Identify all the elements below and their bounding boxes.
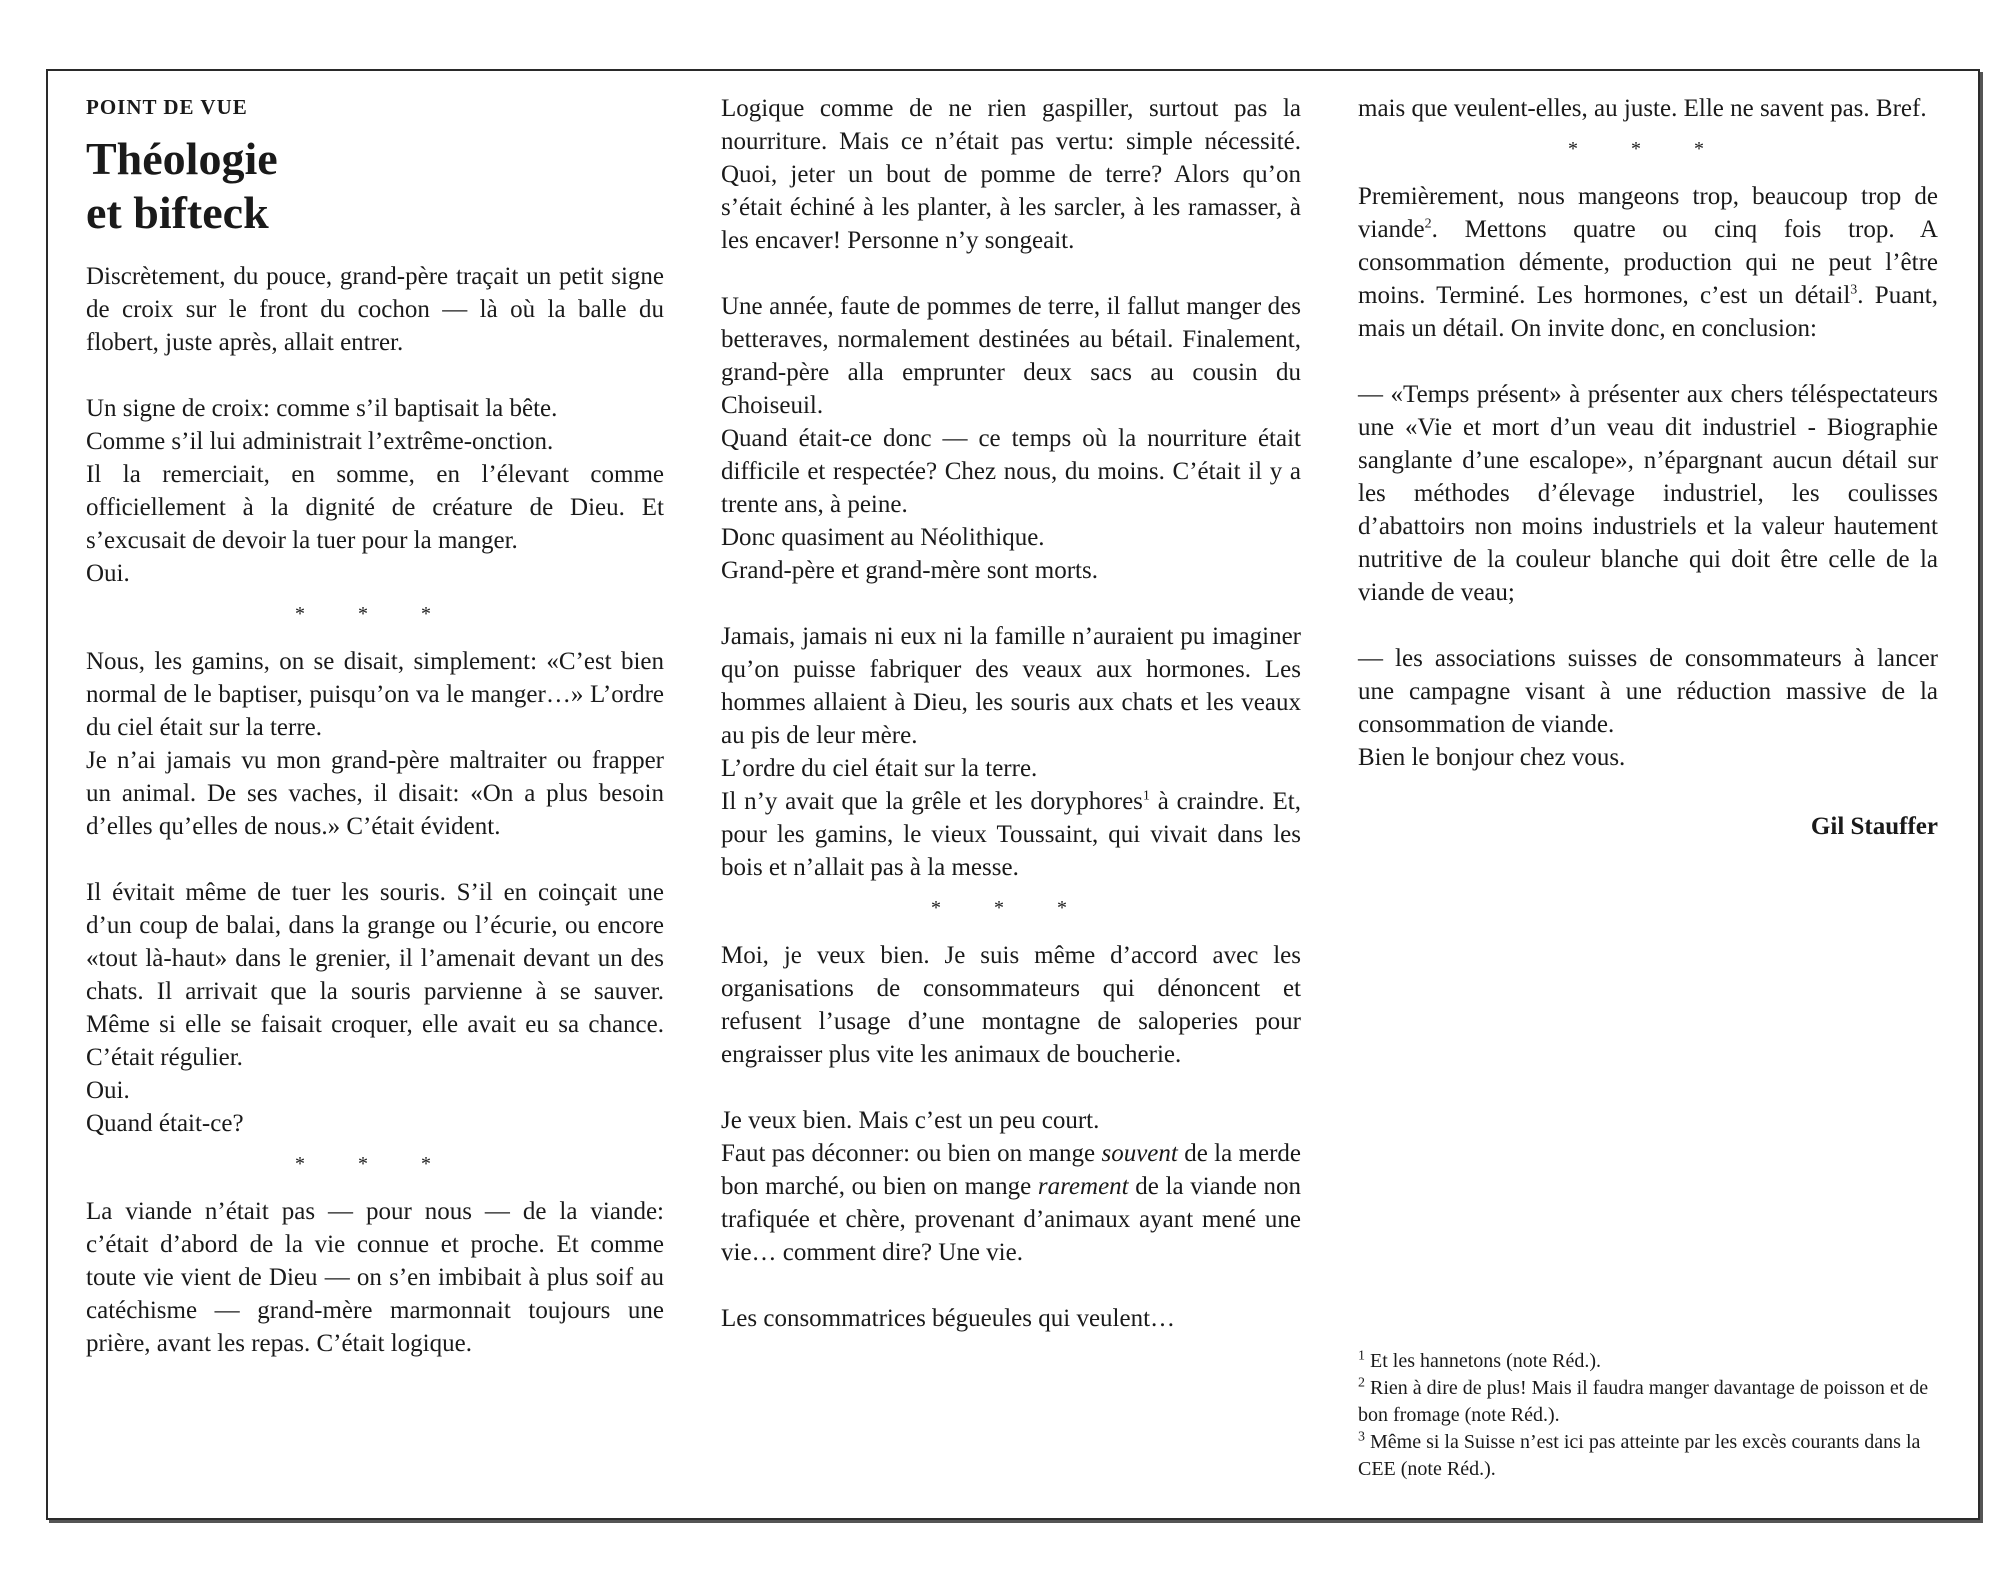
paragraph: Quand était-ce?: [86, 1110, 244, 1137]
emphasis: souvent: [1101, 1140, 1178, 1167]
column-3: [1358, 92, 1938, 1480]
paragraph: Les consommatrices bégueules qui veulent…: [721, 1305, 1176, 1332]
footnote: $^2$ Rien à dire de plus! Mais il faudra manger davantage de poisson et de bon fromage (note Réd.).: [1358, 1375, 1929, 1426]
paragraph: Oui.: [86, 560, 130, 587]
author-signature: Gil Stauffer: [1810, 813, 1938, 840]
footnote: $^1$ Et les hannetons (note Réd.).: [1358, 1348, 1602, 1372]
paragraph: Un signe de croix: comme s’il baptisait la bête.: [86, 395, 558, 422]
footnote-ref-2: 2: [1424, 216, 1432, 232]
footnotes: [1358, 1348, 1938, 1483]
paragraph: Je veux bien. Mais c’est un peu court.: [721, 1107, 1100, 1134]
paragraph: Je n’ai jamais vu mon grand-père maltraiter ou frapper un animal. De ses vaches, il disait: «On a plus besoin d’elles qu’elles de nous.» C’était évident.: [86, 747, 664, 840]
footnote-ref-3: 3: [1850, 282, 1858, 298]
section-separator: * * *: [1568, 138, 1728, 160]
paragraph: Comme s’il lui administrait l’extrême-onction.: [86, 428, 554, 455]
paragraph: — «Temps présent» à présenter aux chers téléspectateurs une «Vie et mort d’un veau dit industriel - Biographie sanglante d’une escalope», n’épargnant aucun détail sur les méthodes d’élevage industriel, les coulisses d’abattoirs non moins industriels et la valeur hautement nutritive de la couleur blanche qui doit être celle de la viande de veau;: [1358, 381, 1938, 606]
section-separator: * * *: [295, 603, 455, 625]
paragraph: mais que veulent-elles, au juste. Elle ne savent pas. Bref.: [1358, 95, 1927, 122]
emphasis: rarement: [1037, 1173, 1129, 1200]
paragraph: Grand-père et grand-mère sont morts.: [721, 557, 1098, 584]
paragraph: Bien le bonjour chez vous.: [1358, 744, 1626, 771]
paragraph: Une année, faute de pommes de terre, il fallut manger des betteraves, normalement destinées au bétail. Finalement, grand-père alla emprunter deux sacs au cousin du Choiseuil.: [721, 293, 1301, 419]
paragraph: Il évitait même de tuer les souris. S’il en coinçait une d’un coup de balai, dans la grange ou l’écurie, ou encore «tout là-haut» dans le grenier, il l’amenait devant un des chats. Il arrivait que la souris parvienne à se sauver. Même si elle se faisait croquer, elle avait eu sa chance. C’était régulier.: [86, 879, 664, 1071]
paragraph: Moi, je veux bien. Je suis même d’accord avec les organisations de consommateurs qui dénoncent et refusent l’usage d’une montagne de saloperies pour engraisser plus vite les animaux de boucherie.: [721, 942, 1301, 1068]
paragraph: Il la remerciait, en somme, en l’élevant comme officiellement à la dignité de créature de Dieu. Et s’excusait de devoir la tuer pour la manger.: [86, 461, 664, 554]
paragraph: Jamais, jamais ni eux ni la famille n’auraient pu imaginer qu’on puisse fabriquer des veaux aux hormones. Les hommes allaient à Dieu, les souris aux chats et les veaux au pis de leur mère.: [721, 623, 1301, 749]
section-kicker: POINT DE VUE: [86, 95, 248, 119]
paragraph: Oui.: [86, 1077, 130, 1104]
paragraph: L’ordre du ciel était sur la terre.: [721, 755, 1038, 782]
paragraph: Discrètement, du pouce, grand-père traçait un petit signe de croix sur le front du cochon — là où la balle du flobert, juste après, allait entrer.: [86, 263, 664, 356]
section-separator: * * *: [931, 897, 1091, 919]
footnote: $^3$ Même si la Suisse n’est ici pas atteinte par les excès courants dans la CEE (note Réd.).: [1358, 1429, 1921, 1480]
paragraph: Logique comme de ne rien gaspiller, surtout pas la nourriture. Mais ce n’était pas vertu: simple nécessité. Quoi, jeter un bout de pomme de terre? Alors qu’on s’était échiné à les planter, à les sarcler, à les ramasser, à les encaver! Personne n’y songeait.: [721, 95, 1301, 254]
paragraph: La viande n’était pas — pour nous — de la viande: c’était d’abord de la vie connue et proche. Et comme toute vie vient de Dieu — on s’en imbibait à plus soif au catéchisme — grand-mère marmonnait toujours une prière, avant les repas. C’était logique.: [86, 1198, 664, 1357]
title-line-2: et bifteck: [86, 187, 269, 238]
paragraph: Faut pas déconner: ou bien on mange souvent de la merde bon marché, ou bien on mange rarement de la viande non trafiquée et chère, provenant d’animaux ayant mené une vie… comment dire? Une vie.: [721, 1140, 1301, 1266]
section-separator: * * *: [295, 1153, 455, 1175]
paragraph: Quand était-ce donc — ce temps où la nourriture était difficile et respectée? Chez nous, du moins. C’était il y a trente ans, à peine.: [721, 425, 1301, 518]
paragraph: — les associations suisses de consommateurs à lancer une campagne visant à une réduction massive de la consommation de viande.: [1358, 645, 1938, 738]
paragraph: Il n’y avait que la grêle et les doryphores$^1$ à craindre. Et, pour les gamins, le vieux Toussaint, qui vivait dans les bois et n’allait pas à la messe.: [721, 788, 1301, 881]
article-title: [86, 132, 664, 240]
paragraph: Donc quasiment au Néolithique.: [721, 524, 1045, 551]
title-line-1: Théologie: [86, 133, 278, 184]
paragraph: Nous, les gamins, on se disait, simplement: «C’est bien normal de le baptiser, puisqu’on va le manger…» L’ordre du ciel était sur la terre.: [86, 648, 664, 741]
column-2: [721, 92, 1301, 1335]
column-1: [86, 92, 664, 1360]
footnote-ref-1: 1: [1142, 788, 1150, 804]
paragraph: Premièrement, nous mangeons trop, beaucoup trop de viande$^2$. Mettons quatre ou cinq fois trop. A consommation démente, production qui ne peut l’être moins. Terminé. Les hormones, c’est un détail$^3$. Puant, mais un détail. On invite donc, en conclusion:: [1358, 183, 1938, 342]
